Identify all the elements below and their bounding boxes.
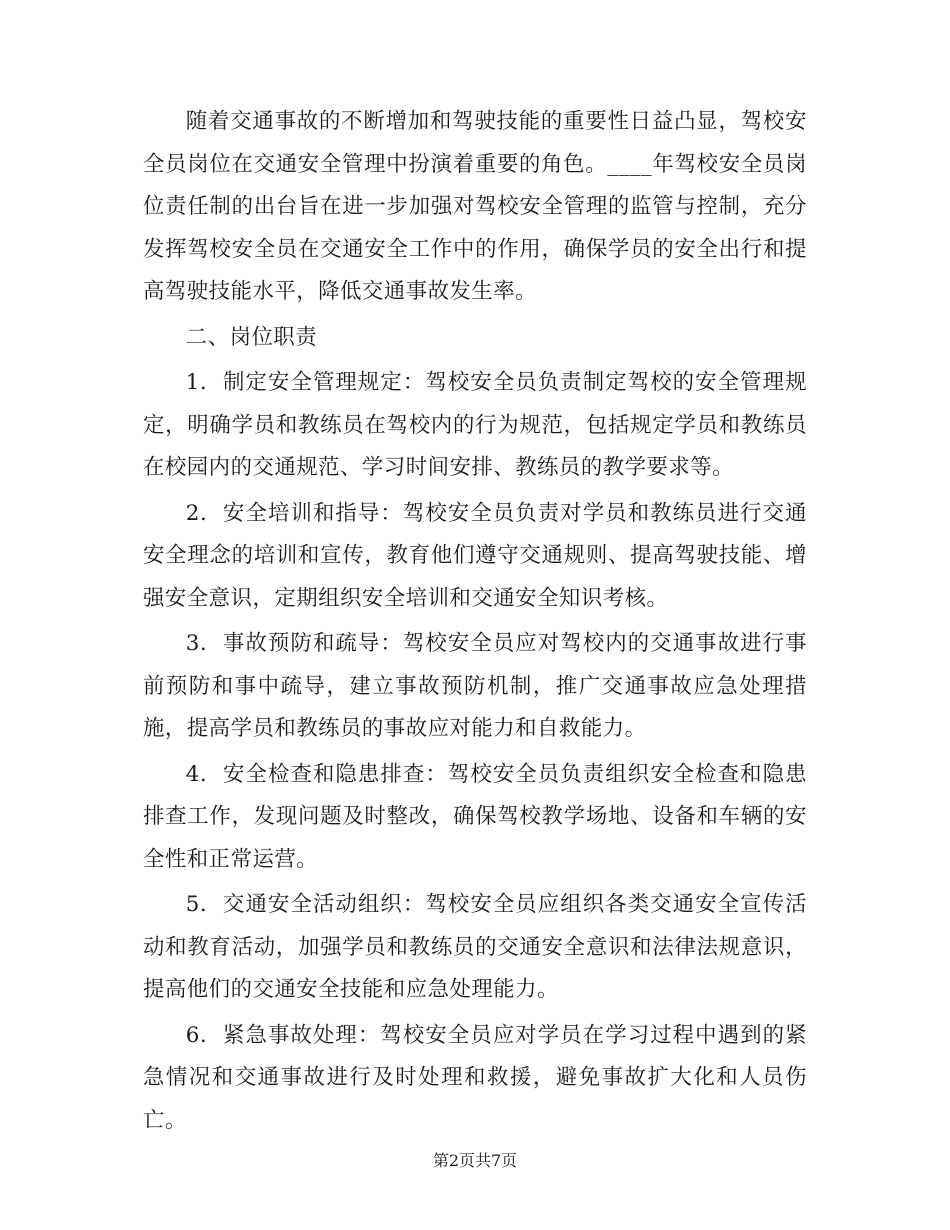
item-text: 紧急事故处理：驾校安全员应对学员在学习过程中遇到的紧急情况和交通事故进行及时处理和救援，避免事故扩大化和人员伤亡。 bbox=[143, 1022, 807, 1133]
intro-paragraph: 随着交通事故的不断增加和驾驶技能的重要性日益凸显，驾校安全员岗位在交通安全管理中扮演着重要的角色。____年驾校安全员岗位责任制的出台旨在进一步加强对驾校安全管理的监管与控制，充分发挥驾校安全员在交通安全工作中的作用，确保学员的安全出行和提高驾驶技能水平，降低交通事故发生率。 bbox=[143, 109, 807, 304]
item-text: 安全培训和指导：驾校安全员负责对学员和教练员进行交通安全理念的培训和宣传，教育他们遵守交通规则、提高驾驶技能、增强安全意识，定期组织安全培训和交通安全知识考核。 bbox=[143, 500, 807, 611]
item-number: 2. bbox=[185, 500, 208, 526]
duty-item-3 bbox=[143, 623, 807, 751]
page-number: 第2页共7页 bbox=[432, 1151, 518, 1170]
item-text: 交通安全活动组织：驾校安全员应组织各类交通安全宣传活动和教育活动，加强学员和教练员的交通安全意识和法律法规意识，提高他们的交通安全技能和应急处理能力。 bbox=[143, 892, 807, 1002]
duty-item-6 bbox=[143, 1015, 807, 1143]
duty-item-5 bbox=[143, 884, 807, 1012]
item-number: 4. bbox=[185, 761, 208, 787]
item-number: 3. bbox=[185, 631, 208, 656]
duty-item-4 bbox=[143, 754, 807, 882]
duty-item-2 bbox=[143, 493, 807, 621]
document-body bbox=[143, 101, 807, 1142]
item-text: 制定安全管理规定：驾校安全员负责制定驾校的安全管理规定，明确学员和教练员在驾校内的行为规范，包括规定学员和教练员在校园内的交通规范、学习时间安排、教练员的教学要求等。 bbox=[143, 370, 807, 480]
item-number: 5. bbox=[185, 892, 208, 917]
item-text: 安全检查和隐患排查：驾校安全员负责组织安全检查和隐患排查工作，发现问题及时整改，确保驾校教学场地、设备和车辆的安全性和正常运营。 bbox=[143, 761, 807, 872]
item-text: 事故预防和疏导：驾校安全员应对驾校内的交通事故进行事前预防和事中疏导，建立事故预防机制，推广交通事故应急处理措施，提高学员和教练员的事故应对能力和自救能力。 bbox=[143, 631, 807, 741]
item-number: 1. bbox=[185, 370, 208, 395]
section-heading: 二、岗位职责 bbox=[185, 324, 318, 350]
duty-item-1 bbox=[143, 362, 807, 490]
item-number: 6. bbox=[185, 1022, 208, 1048]
